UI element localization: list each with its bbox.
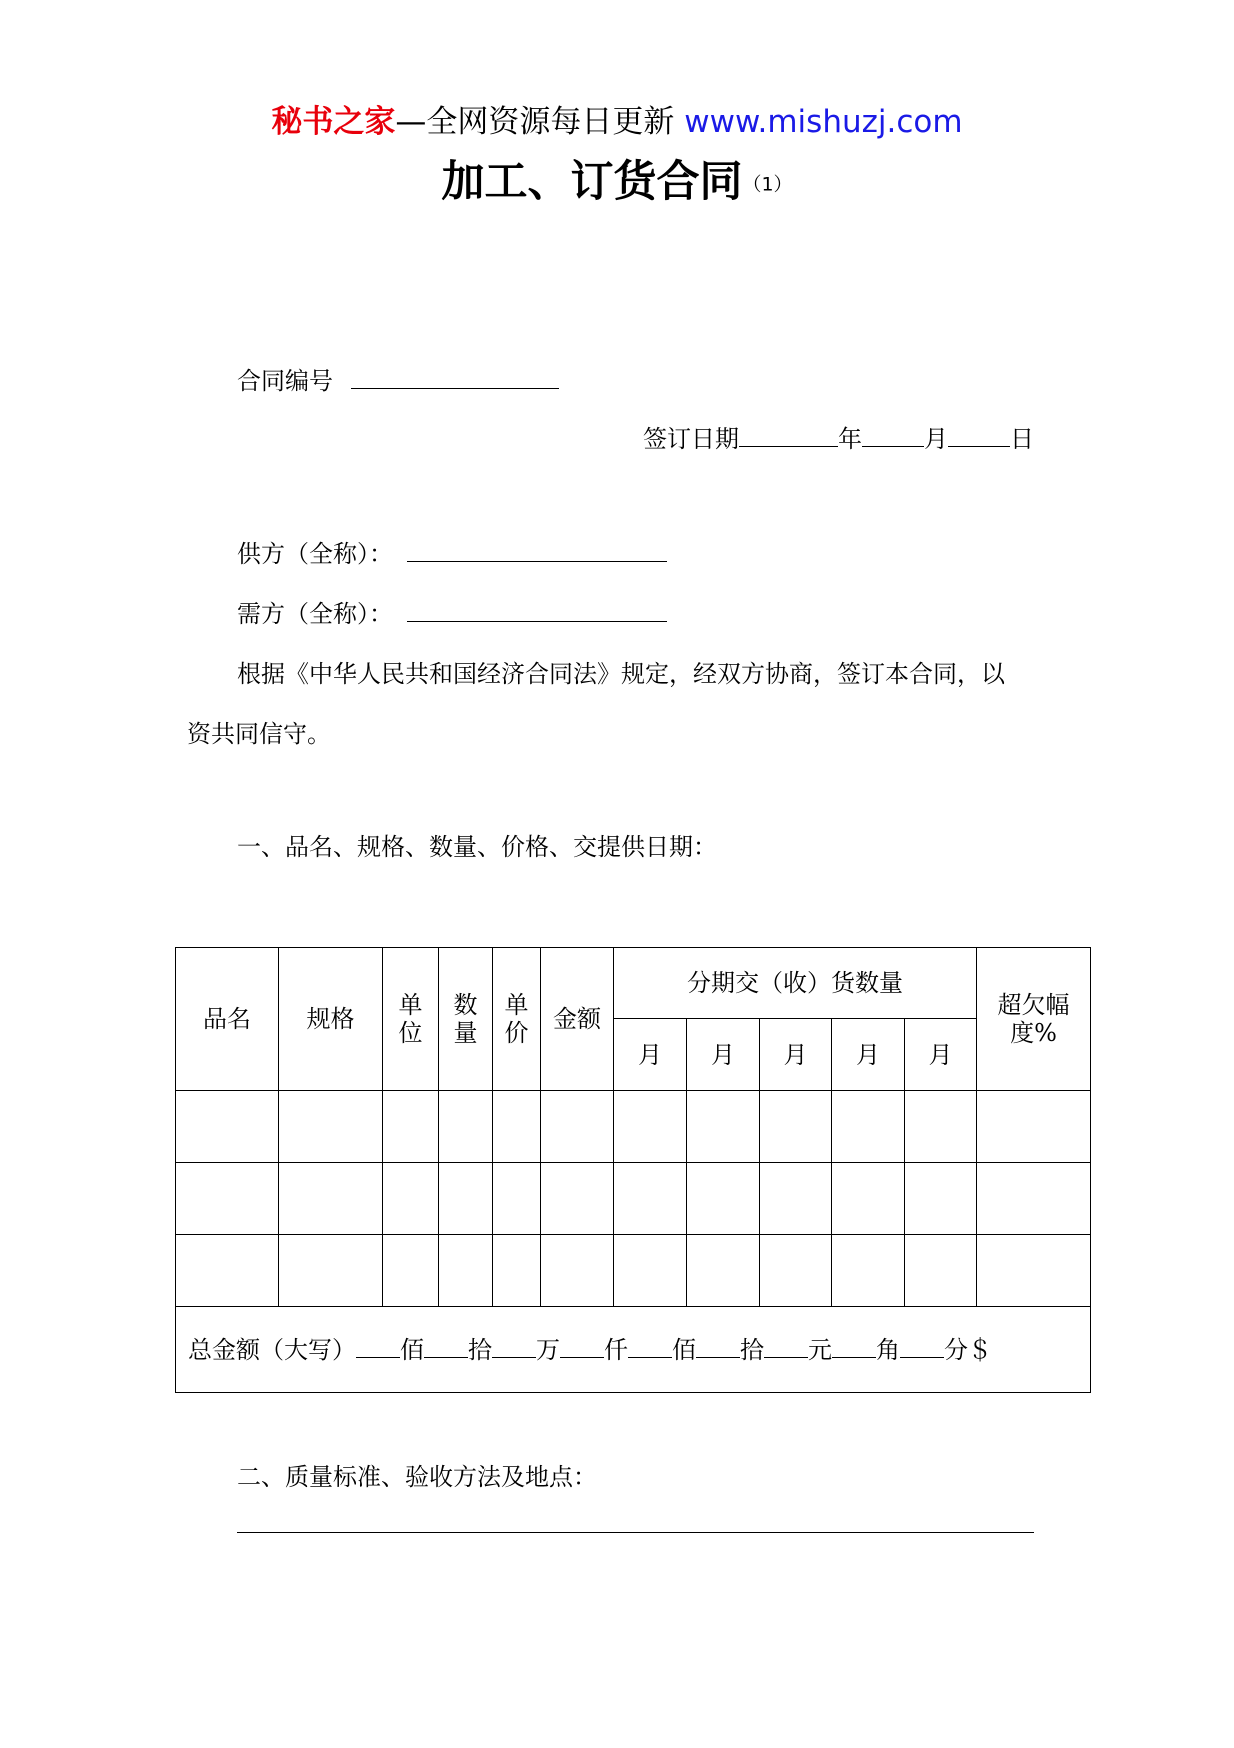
site-header xyxy=(0,100,1234,144)
supplier-row xyxy=(237,537,667,571)
table-cell[interactable] xyxy=(493,1091,541,1163)
intro-line-1: 根据《中华人民共和国经济合同法》规定，经双方协商，签订本合同，以 xyxy=(237,660,1005,688)
table-cell[interactable] xyxy=(905,1091,977,1163)
table-row xyxy=(176,1163,1091,1235)
table-cell[interactable] xyxy=(905,1235,977,1307)
table-cell[interactable] xyxy=(176,1163,279,1235)
quality-standard-blank[interactable] xyxy=(237,1532,1034,1533)
col-header-month-2: 月 xyxy=(687,1019,760,1091)
table-cell[interactable] xyxy=(977,1163,1091,1235)
total-unit: 佰 xyxy=(400,1335,424,1364)
col-header-installment: 分期交（收）货数量 xyxy=(614,948,977,1019)
buyer-row xyxy=(237,597,667,631)
table-cell[interactable] xyxy=(279,1235,383,1307)
total-unit: 万 xyxy=(536,1335,560,1364)
sign-month-blank[interactable] xyxy=(862,424,924,447)
table-cell[interactable] xyxy=(176,1235,279,1307)
total-amount-label: 总金额（大写） xyxy=(188,1335,356,1364)
sign-day-blank[interactable] xyxy=(948,424,1010,447)
table-cell[interactable] xyxy=(760,1163,832,1235)
col-header-spec: 规格 xyxy=(279,948,383,1091)
supplier-blank[interactable] xyxy=(407,539,667,562)
order-table xyxy=(175,947,1091,1393)
section-2-heading: 二、质量标准、验收方法及地点： xyxy=(237,1463,597,1491)
table-cell[interactable] xyxy=(687,1163,760,1235)
sign-date-label: 签订日期 xyxy=(643,425,739,453)
col-header-amount: 金额 xyxy=(541,948,614,1091)
table-cell[interactable] xyxy=(541,1235,614,1307)
col-header-price-1: 单 xyxy=(504,991,529,1019)
sign-year-label: 年 xyxy=(838,425,862,453)
col-header-unit-2: 位 xyxy=(398,1019,423,1047)
table-cell[interactable] xyxy=(832,1163,905,1235)
col-header-over-under xyxy=(977,948,1091,1091)
table-cell[interactable] xyxy=(832,1091,905,1163)
table-row xyxy=(176,1235,1091,1307)
table-cell[interactable] xyxy=(977,1235,1091,1307)
total-blank[interactable] xyxy=(696,1337,740,1358)
table-cell[interactable] xyxy=(279,1091,383,1163)
total-blank[interactable] xyxy=(492,1337,536,1358)
buyer-blank[interactable] xyxy=(407,599,667,622)
total-blank[interactable] xyxy=(832,1337,876,1358)
table-cell[interactable] xyxy=(687,1091,760,1163)
table-cell[interactable] xyxy=(439,1091,493,1163)
col-header-month-4: 月 xyxy=(832,1019,905,1091)
total-blank[interactable] xyxy=(424,1337,468,1358)
section-1-heading: 一、品名、规格、数量、价格、交提供日期： xyxy=(237,833,717,861)
table-cell[interactable] xyxy=(176,1091,279,1163)
table-cell[interactable] xyxy=(541,1091,614,1163)
intro-line-2: 资共同信守。 xyxy=(187,720,331,748)
table-cell[interactable] xyxy=(905,1163,977,1235)
buyer-label: 需方（全称）： xyxy=(237,600,393,628)
table-row xyxy=(176,1091,1091,1163)
table-cell[interactable] xyxy=(493,1235,541,1307)
table-cell[interactable] xyxy=(439,1163,493,1235)
col-header-unit-1: 单 xyxy=(398,991,423,1019)
title-sub: （1） xyxy=(742,173,793,196)
total-unit: 佰 xyxy=(672,1335,696,1364)
table-cell[interactable] xyxy=(279,1163,383,1235)
col-header-qty-2: 量 xyxy=(453,1019,478,1047)
total-blank[interactable] xyxy=(764,1337,808,1358)
table-cell[interactable] xyxy=(439,1235,493,1307)
total-unit: 元 xyxy=(808,1335,832,1364)
total-row xyxy=(176,1307,1091,1393)
total-unit: 拾 xyxy=(740,1335,764,1364)
table-cell[interactable] xyxy=(614,1235,687,1307)
site-slogan: —全网资源每日更新 xyxy=(395,104,685,140)
total-blank[interactable] xyxy=(900,1337,944,1358)
col-header-price-2: 价 xyxy=(504,1019,529,1047)
col-header-over-2: 度% xyxy=(1010,1019,1057,1047)
table-cell[interactable] xyxy=(383,1091,439,1163)
sign-month-label: 月 xyxy=(924,425,948,453)
total-amount-cell xyxy=(176,1307,1091,1393)
total-blank[interactable] xyxy=(560,1337,604,1358)
table-cell[interactable] xyxy=(614,1091,687,1163)
total-unit: 仟 xyxy=(604,1335,628,1364)
col-header-month-1: 月 xyxy=(614,1019,687,1091)
site-url[interactable]: www.mishuzj.com xyxy=(684,104,963,140)
sign-date-row xyxy=(643,422,1034,456)
total-unit: 分＄ xyxy=(944,1335,992,1364)
supplier-label: 供方（全称）： xyxy=(237,540,393,568)
table-cell[interactable] xyxy=(383,1163,439,1235)
col-header-unit xyxy=(383,948,439,1091)
col-header-price xyxy=(493,948,541,1091)
table-cell[interactable] xyxy=(760,1091,832,1163)
col-header-month-3: 月 xyxy=(760,1019,832,1091)
table-cell[interactable] xyxy=(383,1235,439,1307)
table-cell[interactable] xyxy=(493,1163,541,1235)
table-cell[interactable] xyxy=(832,1235,905,1307)
total-blank[interactable] xyxy=(628,1337,672,1358)
total-blank[interactable] xyxy=(356,1337,400,1358)
contract-number-label: 合同编号 xyxy=(237,367,333,395)
col-header-qty-1: 数 xyxy=(453,991,478,1019)
sign-day-label: 日 xyxy=(1010,425,1034,453)
total-unit: 角 xyxy=(876,1335,900,1364)
col-header-qty xyxy=(439,948,493,1091)
contract-number-blank[interactable] xyxy=(351,366,559,389)
col-header-name: 品名 xyxy=(176,948,279,1091)
table-cell[interactable] xyxy=(760,1235,832,1307)
col-header-month-5: 月 xyxy=(905,1019,977,1091)
table-cell[interactable] xyxy=(687,1235,760,1307)
sign-year-blank[interactable] xyxy=(739,424,838,447)
col-header-over-1: 超欠幅 xyxy=(997,991,1070,1019)
title-main: 加工、订货合同 xyxy=(441,157,743,207)
table-cell[interactable] xyxy=(614,1163,687,1235)
total-unit: 拾 xyxy=(468,1335,492,1364)
contract-number-row xyxy=(237,364,559,398)
table-cell[interactable] xyxy=(977,1091,1091,1163)
document-title xyxy=(0,152,1234,215)
brand-name: 秘书之家 xyxy=(271,104,396,140)
table-cell[interactable] xyxy=(541,1163,614,1235)
